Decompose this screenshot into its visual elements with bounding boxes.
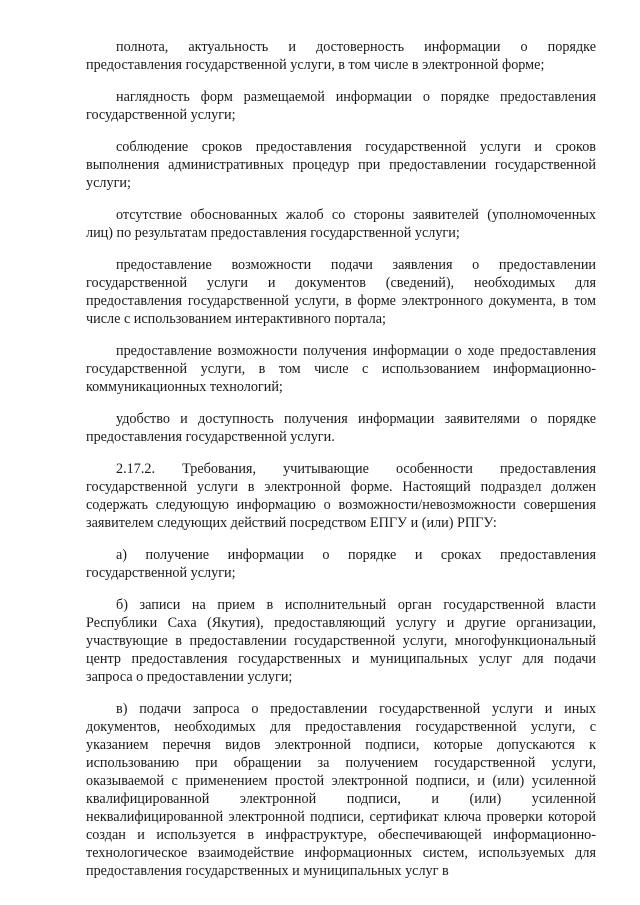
- paragraph-item-v: в) подачи запроса о предоставлении государственной услуги и иных документов, необходимых для предоставления государственной услуги, с указанием перечня видов электронной подписи, которые допускаются к использованию при обращении за получением государственной услуги, оказываемой с применением простой электронной подписи, и (или) усиленной квалифицированной электронной подписи, и (или) усиленной неквалифицированной электронной подписи, сертификат ключа проверки которой создан и используется в инфраструктуре, обеспечивающей информационно-технологическое взаимодействие информационных систем, используемых для предоставления государственных и муниципальных услуг в: [86, 701, 596, 879]
- paragraph-deadlines: соблюдение сроков предоставления государственной услуги и сроков выполнения административных процедур при предоставлении государственной услуги;: [86, 139, 596, 191]
- paragraph-visibility: наглядность форм размещаемой информации о порядке предоставления государственной услуги;: [86, 89, 596, 123]
- document-page: [86, 38, 596, 894]
- paragraph-complaints: отсутствие обоснованных жалоб со стороны заявителей (уполномоченных лиц) по результатам предоставления государственной услуги;: [86, 207, 596, 241]
- paragraph-progress-info: предоставление возможности получения информации о ходе предоставления государственной услуги, в том числе с использованием информационно-коммуникационных технологий;: [86, 343, 596, 395]
- paragraph-item-a: а) получение информации о порядке и сроках предоставления государственной услуги;: [86, 547, 596, 581]
- paragraph-item-b: б) записи на прием в исполнительный орган государственной власти Республики Саха (Якутия), предоставляющий услугу и другие организации, участвующие в предоставлении государственной услуги, многофункциональный центр предоставления государственных и муниципальных услуг для подачи запроса о предоставлении услуги;: [86, 597, 596, 685]
- paragraph-completeness: полнота, актуальность и достоверность информации о порядке предоставления государственной услуги, в том числе в электронной форме;: [86, 39, 596, 73]
- paragraph-convenience: удобство и доступность получения информации заявителями о порядке предоставления государственной услуги.: [86, 411, 596, 445]
- paragraph-electronic-submission: предоставление возможности подачи заявления о предоставлении государственной услуги и документов (сведений), необходимых для предоставления государственной услуги, в форме электронного документа, в том числе с использованием интерактивного портала;: [86, 257, 596, 327]
- paragraph-section-2-17-2: 2.17.2. Требования, учитывающие особенности предоставления государственной услуги в электронной форме. Настоящий подраздел должен содержать следующую информацию о возможности/невозможности совершения заявителем следующих действий посредством ЕПГУ и (или) РПГУ:: [86, 461, 596, 531]
